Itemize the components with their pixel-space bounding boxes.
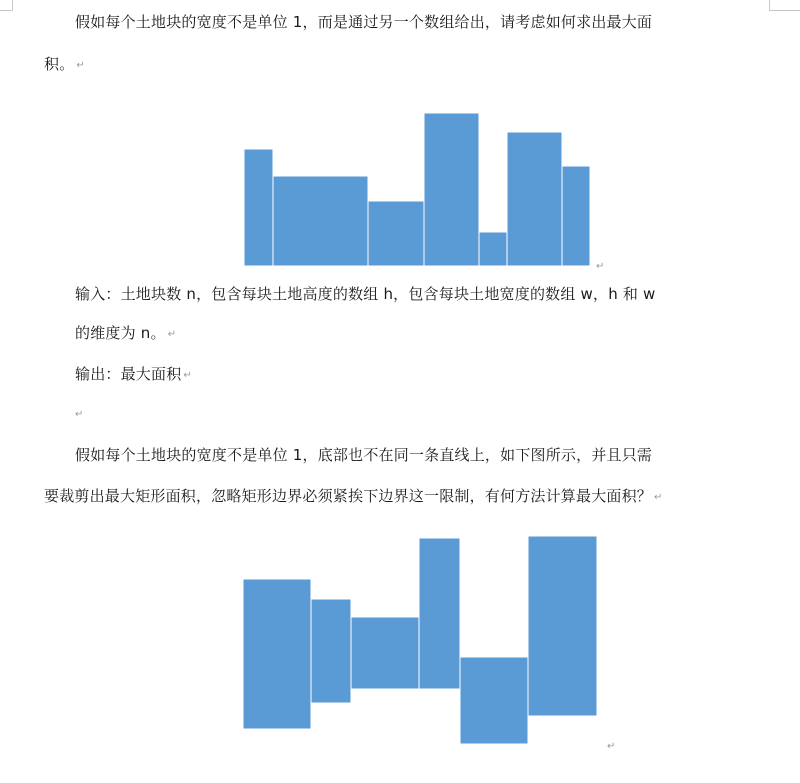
paragraph-2-line-1-text: 输入：土地块数 n，包含每块土地高度的数组 h，包含每块土地宽度的数组 w，h 和 w [75,285,656,303]
figure-2-bar-4 [419,538,460,689]
paragraph-mark: ↵ [654,492,663,503]
figure-1-bar-3 [368,201,424,266]
paragraph-3-line-1-text: 输出：最大面积 [75,365,182,383]
paragraph-3-line-1 [75,364,192,386]
figure-1-variable-width-histogram [244,112,594,268]
figure-1-bar-6 [507,132,562,266]
page-corner-top-right [769,0,800,11]
paragraph-1-line-2-text: 积。 [44,55,75,73]
figure-2-paragraph-mark: ↵ [607,741,616,752]
figure-2-bar-1 [243,579,311,729]
figure-2-bar-5 [460,657,528,744]
figure-1-bar-1 [244,149,273,266]
figure-2-bar-6 [528,536,597,716]
paragraph-1-line-2 [44,54,85,76]
paragraph-2-line-2 [75,323,176,345]
figure-1-paragraph-mark: ↵ [596,261,605,272]
figure-2-bar-2 [311,599,351,703]
figure-1-bar-7 [562,166,590,266]
figure-2-bar-3 [351,617,419,689]
paragraph-mark: ↵ [76,60,85,71]
empty-paragraph-mark: ↵ [75,409,84,420]
paragraph-4-line-1-text: 假如每个土地块的宽度不是单位 1，底部也不在同一条直线上，如下图所示，并且只需 [75,446,653,464]
paragraph-4-line-2 [44,486,663,508]
page-corner-top-left [0,0,13,11]
paragraph-1-line-1 [75,12,652,32]
figure-1-bar-5 [479,232,507,266]
paragraph-4-line-1 [75,445,652,465]
paragraph-mark: ↵ [183,370,192,381]
paragraph-1-line-1-text: 假如每个土地块的宽度不是单位 1，而是通过另一个数组给出，请考虑如何求出最大面 [75,13,653,31]
paragraph-2-line-2-text: 的维度为 n。 [75,324,166,342]
paragraph-4-line-2-text: 要裁剪出最大矩形面积，忽略矩形边界必须紧挨下边界这一限制，有何方法计算最大面积？ [44,487,653,505]
figure-1-bar-2 [273,176,368,266]
paragraph-2-line-1 [75,284,656,304]
paragraph-mark: ↵ [167,329,177,340]
figure-2-floating-bars [242,535,602,747]
figure-1-bar-4 [424,113,479,266]
